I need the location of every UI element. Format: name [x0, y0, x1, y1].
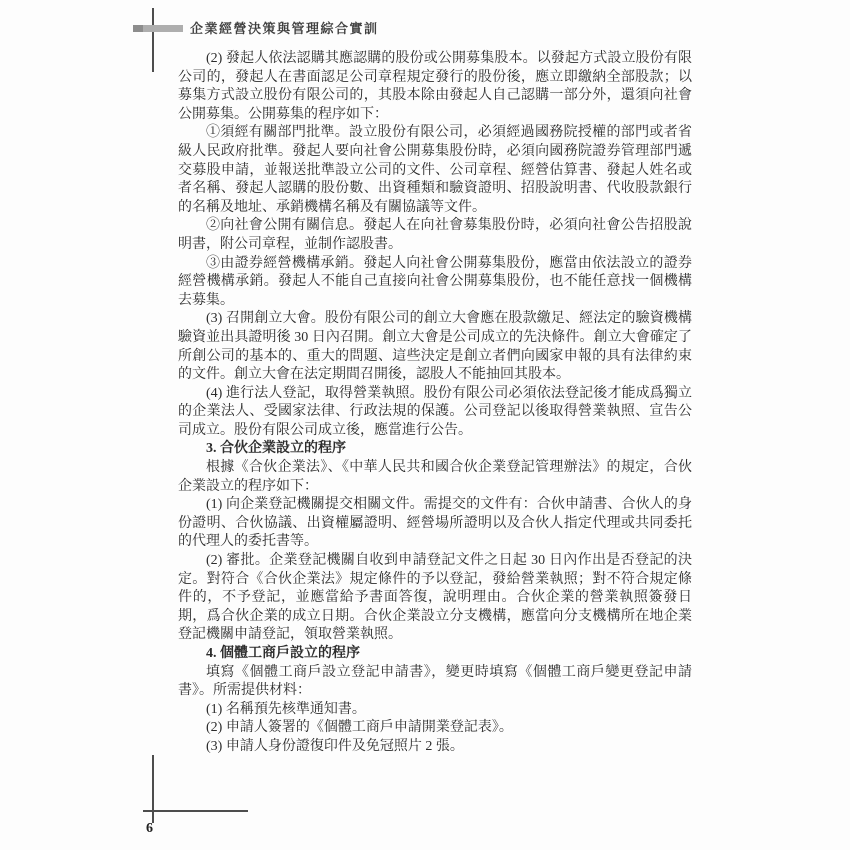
page-number: 6	[146, 821, 153, 836]
body-paragraph: ①須經有關部門批準。設立股份有限公司，必須經過國務院授權的部門或者省級人民政府批準。發起人要向社會公開募集股份時，必須向國務院證券管理部門遞交募股申請，並報送批準設立公司的文件、公司章程、經營估算書、發起人姓名或者名稱、發起人認購的股份數、出資種類和驗資證明、招股說明書、代收股款銀行的名稱及地址、承銷機構名稱及有關協議等文件。	[178, 125, 692, 215]
section-heading: 4. 個體工商戶設立的程序	[206, 646, 360, 661]
body-paragraph: 填寫《個體工商戶設立登記申請書》，變更時填寫《個體工商戶變更登記申請書》。所需提供材料：	[178, 664, 692, 699]
body-paragraph: ③由證券經營機構承銷。發起人向社會公開募集股份，應當由依法設立的證券經營機構承銷。發起人不能自己直接向社會公開募集股份，也不能任意找一個機構去募集。	[178, 255, 692, 308]
bottom-crop-mark-vline	[152, 755, 154, 823]
body-paragraph: (3) 申請人身份證復印件及免冠照片 2 張。	[206, 738, 464, 754]
bottom-crop-mark-hline	[143, 810, 248, 812]
body-text-column	[178, 50, 692, 757]
body-paragraph: (2) 申請人簽署的《個體工商戶申請開業登記表》。	[206, 720, 513, 736]
body-paragraph: (4) 進行法人登記，取得營業執照。股份有限公司必須依法登記後才能成爲獨立的企業法人、受國家法律、行政法規的保護。公司登記以後取得營業執照、宣告公司成立。股份有限公司成立後，應當進行公告。	[178, 385, 692, 438]
running-head-title: 企業經營決策與管理綜合實訓	[190, 21, 379, 36]
header-bar-cap	[133, 25, 143, 32]
top-crop-mark-line	[152, 8, 154, 72]
body-paragraph: ②向社會公開有關信息。發起人在向社會募集股份時，必須向社會公告招股說明書，附公司章程，並制作認股書。	[178, 218, 692, 252]
body-paragraph: (1) 向企業登記機關提交相關文件。需提交的文件有：合伙申請書、合伙人的身份證明、合伙協議、出資權屬證明、經營場所證明以及合伙人指定代理或共同委托的代理人的委托書等。	[178, 497, 692, 550]
body-paragraph: (2) 發起人依法認購其應認購的股份或公開募集股本。以發起方式設立股份有限公司的，發起人在書面認足公司章程規定發行的股份後，應立即繳納全部股款；以募集方式設立股份有限公司的，其股本除由發起人自己認購一部分外，還須向社會公開募集。公開募集的程序如下：	[178, 51, 692, 122]
body-paragraph: (3) 召開創立大會。股份有限公司的創立大會應在股款繳足、經法定的驗資機構驗資並出具證明後 30 日內召開。創立大會是公司成立的先決條件。創立大會確定了所創公司的基本的、重大的問題、這些決定是創立者們向國家申報的具有法律約束的文件。創立大會在法定期間召開後，認股人不能抽回其股本。	[178, 311, 692, 383]
body-paragraph: 根據《合伙企業法》、《中華人民共和國合伙企業登記管理辦法》的規定，合伙企業設立的程序如下：	[178, 460, 692, 494]
section-heading: 3. 合伙企業設立的程序	[206, 441, 346, 457]
body-paragraph: (2) 審批。企業登記機關自收到申請登記文件之日起 30 日內作出是否登記的決定。對符合《合伙企業法》規定條件的予以登記，發給營業執照；對不符合規定條件的，不予登記，並應當給予書面答復，說明理由。合伙企業的營業執照簽發日期，爲合伙企業的成立日期。合伙企業設立分支機構，應當向分支機構所在地企業登記機關申請登記，領取營業執照。	[178, 553, 692, 643]
body-paragraph: (1) 名稱預先核準通知書。	[206, 701, 366, 717]
